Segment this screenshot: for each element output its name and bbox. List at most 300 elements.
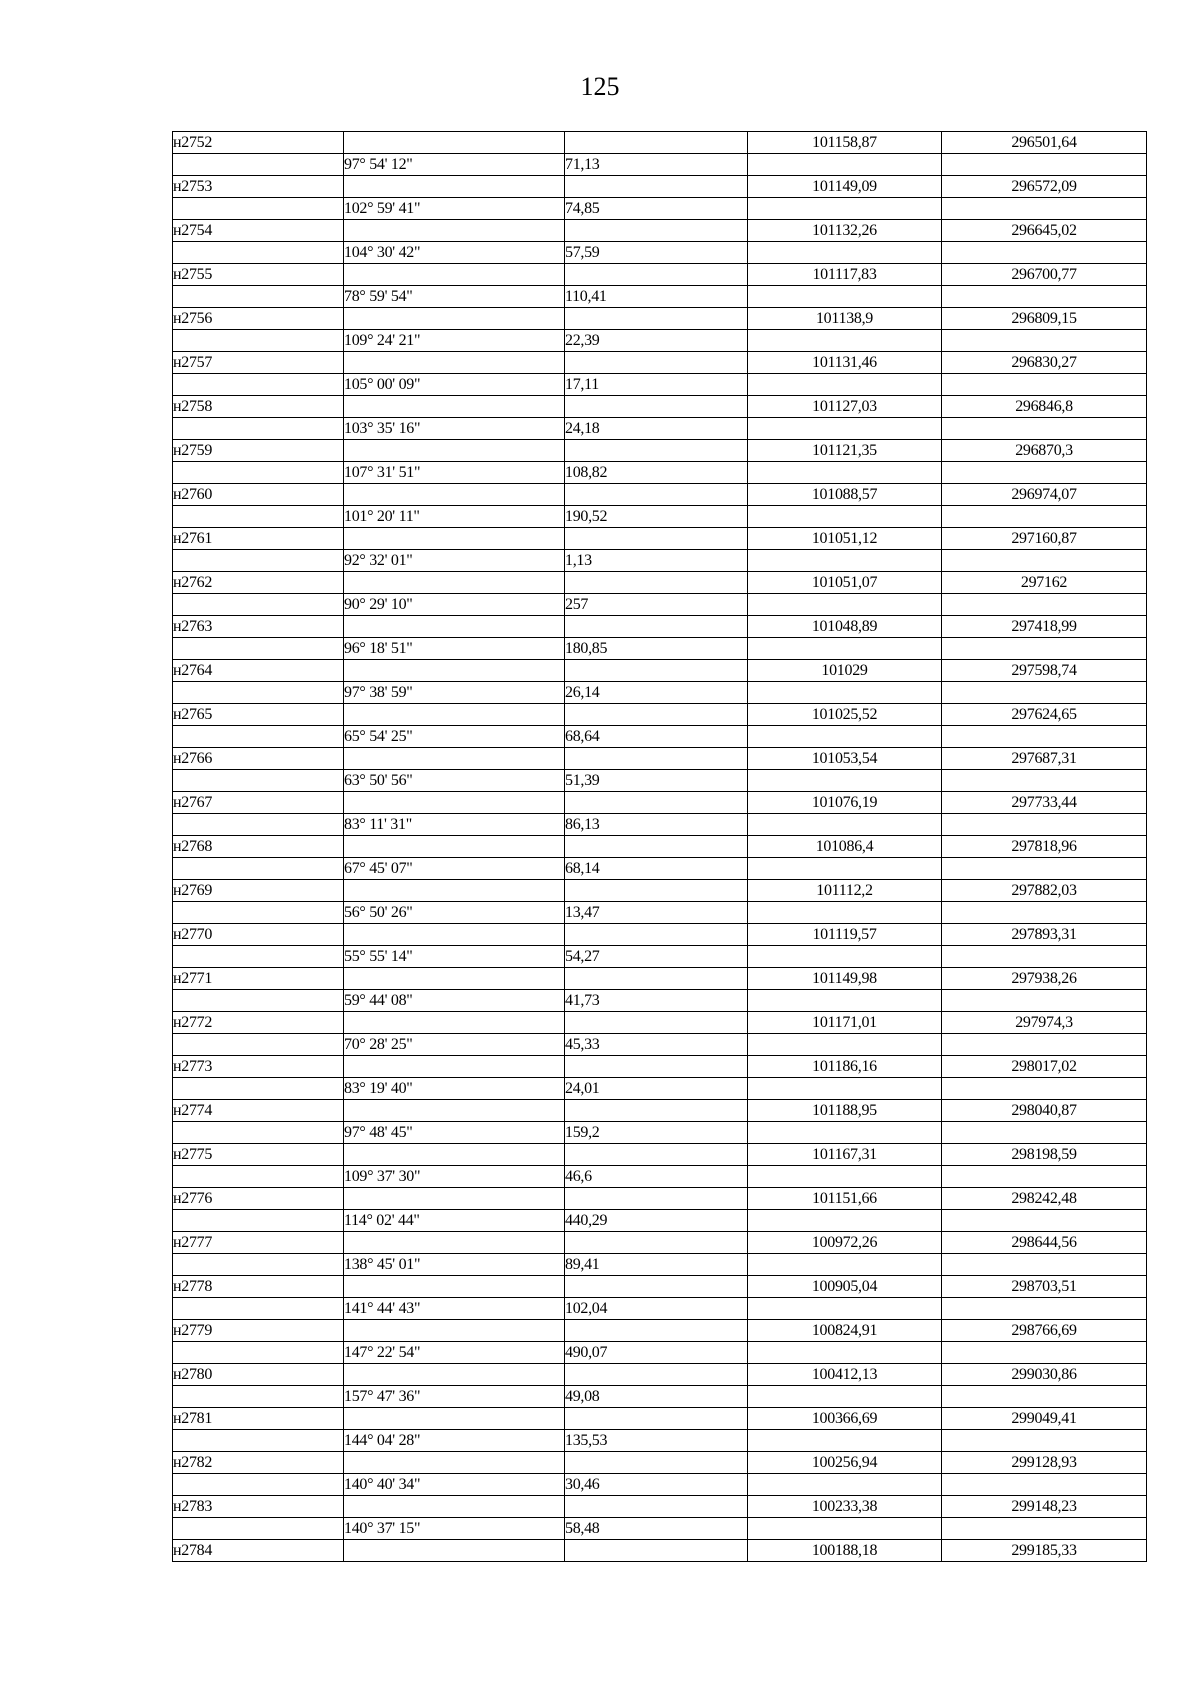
x-coordinate-cell — [748, 1518, 942, 1540]
point-cell: н2772 — [173, 1012, 344, 1034]
point-cell: н2765 — [173, 704, 344, 726]
angle-cell — [344, 792, 565, 814]
point-cell: н2766 — [173, 748, 344, 770]
angle-cell — [344, 484, 565, 506]
distance-cell — [565, 396, 748, 418]
point-row — [173, 176, 1147, 198]
point-cell: н2756 — [173, 308, 344, 330]
y-coordinate-cell: 296870,3 — [942, 440, 1147, 462]
angle-cell: 56° 50' 26" — [344, 902, 565, 924]
x-coordinate-cell — [748, 418, 942, 440]
point-row — [173, 1320, 1147, 1342]
distance-cell: 89,41 — [565, 1254, 748, 1276]
distance-cell: 102,04 — [565, 1298, 748, 1320]
angle-cell — [344, 264, 565, 286]
x-coordinate-cell — [748, 594, 942, 616]
distance-cell — [565, 308, 748, 330]
angle-cell: 83° 11' 31" — [344, 814, 565, 836]
x-coordinate-cell: 100972,26 — [748, 1232, 942, 1254]
y-coordinate-cell: 298198,59 — [942, 1144, 1147, 1166]
segment-row — [173, 286, 1147, 308]
y-coordinate-cell: 297624,65 — [942, 704, 1147, 726]
distance-cell — [565, 1188, 748, 1210]
distance-cell: 135,53 — [565, 1430, 748, 1452]
angle-cell — [344, 396, 565, 418]
point-cell: н2755 — [173, 264, 344, 286]
angle-cell: 147° 22' 54" — [344, 1342, 565, 1364]
y-coordinate-cell: 299049,41 — [942, 1408, 1147, 1430]
distance-cell — [565, 836, 748, 858]
point-cell: н2752 — [173, 132, 344, 154]
segment-row — [173, 814, 1147, 836]
angle-cell — [344, 968, 565, 990]
y-coordinate-cell — [942, 242, 1147, 264]
x-coordinate-cell: 101117,83 — [748, 264, 942, 286]
distance-cell — [565, 176, 748, 198]
point-cell — [173, 1166, 344, 1188]
angle-cell: 103° 35' 16" — [344, 418, 565, 440]
point-cell: н2773 — [173, 1056, 344, 1078]
y-coordinate-cell — [942, 286, 1147, 308]
distance-cell: 1,13 — [565, 550, 748, 572]
y-coordinate-cell — [942, 990, 1147, 1012]
point-row — [173, 924, 1147, 946]
point-cell: н2784 — [173, 1540, 344, 1562]
distance-cell — [565, 1496, 748, 1518]
point-row — [173, 1452, 1147, 1474]
x-coordinate-cell — [748, 770, 942, 792]
x-coordinate-cell — [748, 1342, 942, 1364]
point-row — [173, 220, 1147, 242]
distance-cell — [565, 220, 748, 242]
x-coordinate-cell: 100233,38 — [748, 1496, 942, 1518]
distance-cell: 257 — [565, 594, 748, 616]
point-cell — [173, 1254, 344, 1276]
y-coordinate-cell: 296645,02 — [942, 220, 1147, 242]
y-coordinate-cell: 297687,31 — [942, 748, 1147, 770]
point-cell — [173, 154, 344, 176]
point-cell: н2776 — [173, 1188, 344, 1210]
x-coordinate-cell: 101076,19 — [748, 792, 942, 814]
angle-cell: 59° 44' 08" — [344, 990, 565, 1012]
y-coordinate-cell: 296501,64 — [942, 132, 1147, 154]
distance-cell: 26,14 — [565, 682, 748, 704]
angle-cell: 83° 19' 40" — [344, 1078, 565, 1100]
angle-cell: 107° 31' 51" — [344, 462, 565, 484]
segment-row — [173, 242, 1147, 264]
x-coordinate-cell — [748, 990, 942, 1012]
angle-cell — [344, 220, 565, 242]
angle-cell — [344, 1320, 565, 1342]
x-coordinate-cell: 100188,18 — [748, 1540, 942, 1562]
distance-cell — [565, 968, 748, 990]
point-cell: н2767 — [173, 792, 344, 814]
y-coordinate-cell — [942, 946, 1147, 968]
point-row — [173, 1496, 1147, 1518]
segment-row — [173, 682, 1147, 704]
y-coordinate-cell — [942, 1034, 1147, 1056]
angle-cell — [344, 1364, 565, 1386]
y-coordinate-cell — [942, 594, 1147, 616]
distance-cell: 13,47 — [565, 902, 748, 924]
point-cell — [173, 1122, 344, 1144]
segment-row — [173, 1430, 1147, 1452]
x-coordinate-cell — [748, 1474, 942, 1496]
x-coordinate-cell: 101051,12 — [748, 528, 942, 550]
y-coordinate-cell — [942, 1342, 1147, 1364]
x-coordinate-cell — [748, 946, 942, 968]
y-coordinate-cell — [942, 726, 1147, 748]
segment-row — [173, 550, 1147, 572]
distance-cell: 17,11 — [565, 374, 748, 396]
x-coordinate-cell — [748, 330, 942, 352]
point-cell — [173, 946, 344, 968]
point-cell: н2775 — [173, 1144, 344, 1166]
point-cell: н2781 — [173, 1408, 344, 1430]
point-row — [173, 1408, 1147, 1430]
x-coordinate-cell: 101053,54 — [748, 748, 942, 770]
angle-cell: 70° 28' 25" — [344, 1034, 565, 1056]
angle-cell: 157° 47' 36" — [344, 1386, 565, 1408]
point-cell: н2782 — [173, 1452, 344, 1474]
y-coordinate-cell: 298017,02 — [942, 1056, 1147, 1078]
point-row — [173, 1100, 1147, 1122]
x-coordinate-cell: 101149,09 — [748, 176, 942, 198]
y-coordinate-cell: 298766,69 — [942, 1320, 1147, 1342]
distance-cell — [565, 1540, 748, 1562]
point-cell: н2753 — [173, 176, 344, 198]
angle-cell: 97° 38' 59" — [344, 682, 565, 704]
angle-cell: 63° 50' 56" — [344, 770, 565, 792]
segment-row — [173, 1518, 1147, 1540]
segment-row — [173, 198, 1147, 220]
distance-cell — [565, 484, 748, 506]
segment-row — [173, 1166, 1147, 1188]
distance-cell — [565, 264, 748, 286]
segment-row — [173, 418, 1147, 440]
y-coordinate-cell — [942, 1518, 1147, 1540]
distance-cell: 68,14 — [565, 858, 748, 880]
segment-row — [173, 638, 1147, 660]
angle-cell — [344, 1452, 565, 1474]
y-coordinate-cell: 297818,96 — [942, 836, 1147, 858]
angle-cell — [344, 308, 565, 330]
distance-cell — [565, 1364, 748, 1386]
point-cell — [173, 330, 344, 352]
coordinates-table-body — [173, 132, 1147, 1562]
angle-cell — [344, 880, 565, 902]
point-row — [173, 1276, 1147, 1298]
y-coordinate-cell: 299148,23 — [942, 1496, 1147, 1518]
point-cell — [173, 638, 344, 660]
y-coordinate-cell: 296572,09 — [942, 176, 1147, 198]
segment-row — [173, 770, 1147, 792]
distance-cell — [565, 1056, 748, 1078]
point-cell — [173, 1298, 344, 1320]
distance-cell — [565, 1012, 748, 1034]
distance-cell — [565, 1452, 748, 1474]
page-number: 125 — [580, 72, 620, 101]
point-cell: н2759 — [173, 440, 344, 462]
point-cell — [173, 1474, 344, 1496]
x-coordinate-cell: 100412,13 — [748, 1364, 942, 1386]
distance-cell: 110,41 — [565, 286, 748, 308]
x-coordinate-cell — [748, 1078, 942, 1100]
angle-cell: 109° 37' 30" — [344, 1166, 565, 1188]
point-row — [173, 308, 1147, 330]
segment-row — [173, 330, 1147, 352]
y-coordinate-cell — [942, 1430, 1147, 1452]
point-row — [173, 1144, 1147, 1166]
point-cell: н2777 — [173, 1232, 344, 1254]
x-coordinate-cell: 101127,03 — [748, 396, 942, 418]
distance-cell — [565, 1276, 748, 1298]
distance-cell — [565, 1232, 748, 1254]
point-row — [173, 528, 1147, 550]
point-cell — [173, 1078, 344, 1100]
distance-cell — [565, 660, 748, 682]
distance-cell: 46,6 — [565, 1166, 748, 1188]
point-cell — [173, 550, 344, 572]
y-coordinate-cell: 297733,44 — [942, 792, 1147, 814]
segment-row — [173, 1034, 1147, 1056]
distance-cell: 68,64 — [565, 726, 748, 748]
point-cell: н2780 — [173, 1364, 344, 1386]
x-coordinate-cell: 101048,89 — [748, 616, 942, 638]
point-cell — [173, 374, 344, 396]
segment-row — [173, 1254, 1147, 1276]
point-row — [173, 704, 1147, 726]
angle-cell — [344, 836, 565, 858]
y-coordinate-cell: 297974,3 — [942, 1012, 1147, 1034]
point-cell — [173, 198, 344, 220]
x-coordinate-cell — [748, 462, 942, 484]
point-cell: н2754 — [173, 220, 344, 242]
segment-row — [173, 374, 1147, 396]
y-coordinate-cell: 297882,03 — [942, 880, 1147, 902]
y-coordinate-cell: 299185,33 — [942, 1540, 1147, 1562]
point-row — [173, 616, 1147, 638]
x-coordinate-cell — [748, 638, 942, 660]
x-coordinate-cell: 101051,07 — [748, 572, 942, 594]
angle-cell: 101° 20' 11" — [344, 506, 565, 528]
y-coordinate-cell — [942, 1298, 1147, 1320]
point-cell: н2764 — [173, 660, 344, 682]
distance-cell — [565, 880, 748, 902]
angle-cell — [344, 660, 565, 682]
point-cell — [173, 770, 344, 792]
point-cell: н2768 — [173, 836, 344, 858]
point-row — [173, 748, 1147, 770]
x-coordinate-cell — [748, 1430, 942, 1452]
x-coordinate-cell: 101112,2 — [748, 880, 942, 902]
y-coordinate-cell — [942, 1122, 1147, 1144]
angle-cell — [344, 1540, 565, 1562]
point-cell — [173, 418, 344, 440]
point-cell — [173, 1518, 344, 1540]
angle-cell — [344, 1012, 565, 1034]
x-coordinate-cell — [748, 858, 942, 880]
point-cell: н2758 — [173, 396, 344, 418]
segment-row — [173, 990, 1147, 1012]
angle-cell: 105° 00' 09" — [344, 374, 565, 396]
angle-cell — [344, 572, 565, 594]
point-row — [173, 440, 1147, 462]
x-coordinate-cell — [748, 1386, 942, 1408]
x-coordinate-cell — [748, 902, 942, 924]
angle-cell — [344, 1496, 565, 1518]
x-coordinate-cell — [748, 726, 942, 748]
distance-cell — [565, 924, 748, 946]
distance-cell — [565, 1408, 748, 1430]
y-coordinate-cell: 298644,56 — [942, 1232, 1147, 1254]
point-cell — [173, 1210, 344, 1232]
x-coordinate-cell: 100824,91 — [748, 1320, 942, 1342]
distance-cell: 22,39 — [565, 330, 748, 352]
point-cell: н2757 — [173, 352, 344, 374]
y-coordinate-cell — [942, 418, 1147, 440]
distance-cell — [565, 704, 748, 726]
angle-cell: 67° 45' 07" — [344, 858, 565, 880]
distance-cell: 440,29 — [565, 1210, 748, 1232]
y-coordinate-cell: 296809,15 — [942, 308, 1147, 330]
point-cell — [173, 1430, 344, 1452]
y-coordinate-cell: 297160,87 — [942, 528, 1147, 550]
segment-row — [173, 1210, 1147, 1232]
point-cell: н2779 — [173, 1320, 344, 1342]
point-cell — [173, 462, 344, 484]
y-coordinate-cell — [942, 198, 1147, 220]
x-coordinate-cell: 101149,98 — [748, 968, 942, 990]
segment-row — [173, 506, 1147, 528]
angle-cell: 78° 59' 54" — [344, 286, 565, 308]
point-row — [173, 264, 1147, 286]
point-row — [173, 572, 1147, 594]
y-coordinate-cell: 296830,27 — [942, 352, 1147, 374]
point-cell: н2761 — [173, 528, 344, 550]
distance-cell: 490,07 — [565, 1342, 748, 1364]
y-coordinate-cell: 297418,99 — [942, 616, 1147, 638]
y-coordinate-cell — [942, 330, 1147, 352]
x-coordinate-cell — [748, 374, 942, 396]
angle-cell: 140° 40' 34" — [344, 1474, 565, 1496]
y-coordinate-cell — [942, 154, 1147, 176]
point-row — [173, 880, 1147, 902]
segment-row — [173, 1474, 1147, 1496]
point-cell — [173, 858, 344, 880]
angle-cell — [344, 132, 565, 154]
point-row — [173, 484, 1147, 506]
point-cell: н2771 — [173, 968, 344, 990]
angle-cell: 92° 32' 01" — [344, 550, 565, 572]
point-row — [173, 1188, 1147, 1210]
x-coordinate-cell — [748, 1210, 942, 1232]
angle-cell: 97° 48' 45" — [344, 1122, 565, 1144]
angle-cell — [344, 176, 565, 198]
angle-cell: 109° 24' 21" — [344, 330, 565, 352]
x-coordinate-cell: 100256,94 — [748, 1452, 942, 1474]
x-coordinate-cell — [748, 550, 942, 572]
y-coordinate-cell — [942, 858, 1147, 880]
distance-cell: 51,39 — [565, 770, 748, 792]
distance-cell: 71,13 — [565, 154, 748, 176]
x-coordinate-cell — [748, 1034, 942, 1056]
point-row — [173, 396, 1147, 418]
y-coordinate-cell: 298040,87 — [942, 1100, 1147, 1122]
angle-cell — [344, 704, 565, 726]
x-coordinate-cell — [748, 286, 942, 308]
angle-cell — [344, 528, 565, 550]
x-coordinate-cell — [748, 1122, 942, 1144]
point-cell: н2760 — [173, 484, 344, 506]
distance-cell: 24,18 — [565, 418, 748, 440]
point-cell: н2770 — [173, 924, 344, 946]
x-coordinate-cell — [748, 1254, 942, 1276]
distance-cell: 57,59 — [565, 242, 748, 264]
distance-cell — [565, 1144, 748, 1166]
point-cell: н2769 — [173, 880, 344, 902]
point-row — [173, 352, 1147, 374]
y-coordinate-cell — [942, 462, 1147, 484]
x-coordinate-cell: 101151,66 — [748, 1188, 942, 1210]
point-row — [173, 132, 1147, 154]
distance-cell — [565, 528, 748, 550]
x-coordinate-cell: 101171,01 — [748, 1012, 942, 1034]
point-cell: н2774 — [173, 1100, 344, 1122]
y-coordinate-cell — [942, 374, 1147, 396]
distance-cell: 58,48 — [565, 1518, 748, 1540]
angle-cell: 141° 44' 43" — [344, 1298, 565, 1320]
distance-cell: 74,85 — [565, 198, 748, 220]
point-cell — [173, 990, 344, 1012]
y-coordinate-cell: 298242,48 — [942, 1188, 1147, 1210]
x-coordinate-cell: 101119,57 — [748, 924, 942, 946]
x-coordinate-cell: 101158,87 — [748, 132, 942, 154]
angle-cell — [344, 352, 565, 374]
distance-cell: 180,85 — [565, 638, 748, 660]
angle-cell — [344, 1232, 565, 1254]
x-coordinate-cell: 101138,9 — [748, 308, 942, 330]
distance-cell — [565, 748, 748, 770]
x-coordinate-cell: 101167,31 — [748, 1144, 942, 1166]
distance-cell — [565, 572, 748, 594]
x-coordinate-cell: 101131,46 — [748, 352, 942, 374]
y-coordinate-cell: 296846,8 — [942, 396, 1147, 418]
angle-cell: 65° 54' 25" — [344, 726, 565, 748]
angle-cell — [344, 1408, 565, 1430]
y-coordinate-cell: 296700,77 — [942, 264, 1147, 286]
segment-row — [173, 1386, 1147, 1408]
point-row — [173, 836, 1147, 858]
y-coordinate-cell: 297162 — [942, 572, 1147, 594]
y-coordinate-cell: 297893,31 — [942, 924, 1147, 946]
segment-row — [173, 1298, 1147, 1320]
distance-cell — [565, 616, 748, 638]
y-coordinate-cell: 296974,07 — [942, 484, 1147, 506]
point-row — [173, 1012, 1147, 1034]
distance-cell: 45,33 — [565, 1034, 748, 1056]
angle-cell — [344, 1056, 565, 1078]
y-coordinate-cell — [942, 506, 1147, 528]
angle-cell — [344, 1100, 565, 1122]
angle-cell: 96° 18' 51" — [344, 638, 565, 660]
y-coordinate-cell: 297938,26 — [942, 968, 1147, 990]
y-coordinate-cell: 297598,74 — [942, 660, 1147, 682]
segment-row — [173, 1342, 1147, 1364]
y-coordinate-cell — [942, 1386, 1147, 1408]
segment-row — [173, 946, 1147, 968]
x-coordinate-cell: 101186,16 — [748, 1056, 942, 1078]
